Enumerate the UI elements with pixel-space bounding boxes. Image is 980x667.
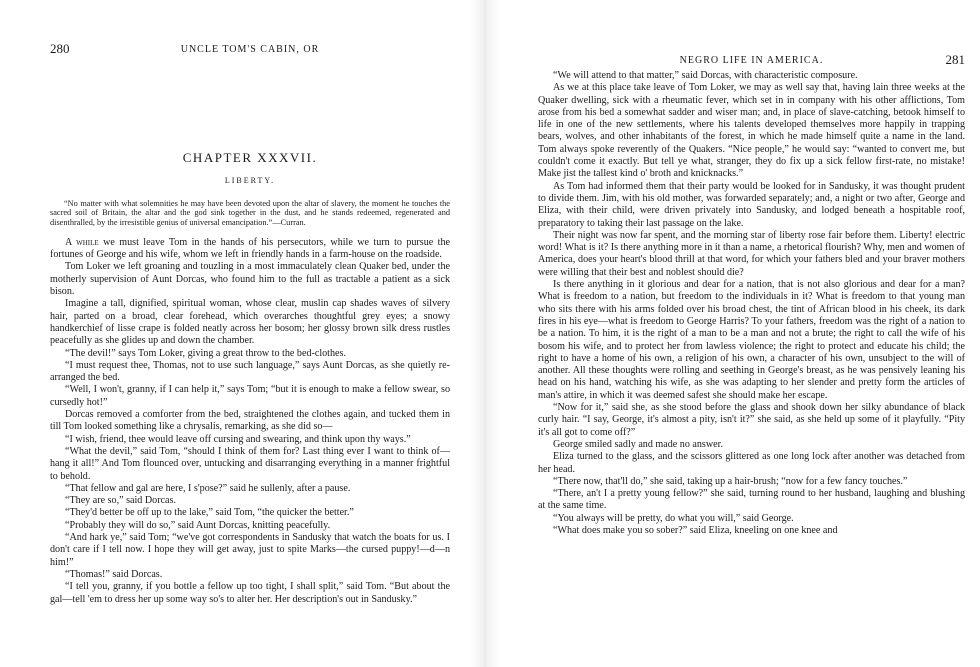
paragraph-text: we must leave Tom in the hands of his persecutors, while we turn to pursue the fortunes of George and his wife, whom we left in friendly hands in a farm-house on the roadside.	[50, 236, 450, 261]
paragraph	[50, 237, 450, 262]
paragraph: “There now, that'll do,” she said, taking up a hair-brush; “now for a few fancy touches.”	[553, 475, 908, 487]
paragraph: “They'd better be off up to the lake,” said Tom, “the quicker the better.”	[65, 507, 354, 519]
paragraph: “I tell you, granny, if you bottle a fellow up too tight, I shall split,” said Tom. “But about the gal—tell 'em to dress her up some way so's to alter her. Her description's out in Sandusky.”	[50, 581, 450, 605]
paragraph: As Tom had informed them that their party would be looked for in Sandusky, it was thought prudent to divide them. Jim, with his old mother, was forwarded separately; and, a night or two after, George and Eliza, with their child, were driven privately into Sandusky, and lodged beneath a hospitable roof, preparatory to taking their last passage on the lake.	[538, 180, 965, 229]
paragraph: “I wish, friend, thee would leave off cursing and swearing, and think upon thy ways.”	[65, 433, 411, 445]
paragraph: As we at this place take leave of Tom Loker, we may as well say that, having lain three weeks at the Quaker dwelling, sick with a rheumatic fever, which set in in company with his other afflictions, Tom arose from his bed a somewhat sadder and wiser man; and, in place of slave-catching, betook himself to life in one of the new settlements, where his talents developed themselves more happily in trapping bears, wolves, and other inhabitants of the forest, in which he made himself quite a name in the land. Tom always spoke reverently of the Quakers. “Nice people,” he would say: “wanted to convert me, but couldn't come it exactly. But tell ye what, stranger, they do fix up a sick fellow first-rate, no mistake! Make jist the tallest kind o' broth and knicknacks.”	[538, 82, 965, 180]
paragraph: “Probably they will do so,” said Aunt Dorcas, knitting peacefully.	[65, 519, 331, 531]
paragraph: Eliza turned to the glass, and the scissors glittered as one long lock after another was detached from her head.	[538, 451, 965, 475]
right-running-title: NEGRO LIFE IN AMERICA.	[679, 55, 824, 66]
paragraph: George smiled sadly and made no answer.	[553, 438, 723, 450]
epigraph: “No matter with what solemnities he may have been devoted upon the altar of slavery, the moment he touches the sacred soil of Britain, the altar and the god sink together in the dust, and he stands redeemed, regenerated and disenthralled, by the irresistible genius of universal emancipation.”—Curran.	[50, 199, 450, 227]
paragraph: Their night was now far spent, and the morning star of liberty rose fair before them. Liberty! electric word! What is it? Is there anything more in it than a name, a rhetorical flourish? Why, men and women of America, does your heart's blood thrill at that word, for which your fathers bled and your braver mothers were willing that their best and noblest should die?	[538, 229, 965, 278]
right-page	[500, 0, 980, 667]
paragraph: “That fellow and gal are here, I s'pose?” said he sullenly, after a pause.	[65, 482, 351, 494]
right-page-number: 281	[945, 52, 965, 67]
paragraph: “You always will be pretty, do what you will,” said George.	[553, 512, 794, 524]
paragraph: “Thomas!” said Dorcas.	[65, 568, 163, 580]
left-running-title: UNCLE TOM'S CABIN, OR	[180, 44, 320, 55]
left-body-text	[50, 237, 450, 606]
left-page	[0, 0, 470, 667]
chapter-title: CHAPTER XXXVII.	[182, 150, 318, 165]
opening-word: A while	[65, 236, 99, 248]
paragraph: “They are so,” said Dorcas.	[65, 495, 176, 507]
book-gutter	[470, 0, 500, 667]
chapter-subtitle: LIBERTY.	[224, 176, 276, 185]
paragraph: “The devil!” says Tom Loker, giving a great throw to the bed-clothes.	[65, 347, 346, 359]
paragraph: “Now for it,” said she, as she stood before the glass and shook down her silky abundance of black curly hair. “I say, George, it's almost a pity, isn't it?” she said, as she held up some of it playfully. “Pity it's all got to come off?”	[538, 402, 965, 438]
left-running-head	[50, 41, 450, 64]
paragraph: Tom Loker we left groaning and touzling in a most immaculately clean Quaker bed, under the motherly supervision of Aunt Dorcas, who found him to the full as tractable a patient as a sick bison.	[50, 261, 450, 298]
paragraph: “There, an't I a pretty young fellow?” she said, turning round to her husband, laughing and blushing at the same time.	[538, 488, 965, 512]
paragraph: “And hark ye,” said Tom; “we've got correspondents in Sandusky that watch the boats for us. I don't care if I tell now. I hope they will get away, just to spite Marks—the cursed puppy!—d—n him!”	[50, 532, 450, 568]
paragraph: “What does make you so sober?” said Eliza, kneeling on one knee and	[553, 524, 838, 536]
left-page-number: 280	[50, 41, 70, 56]
paragraph: Is there anything in it glorious and dear for a nation, that is not also glorious and dear for a man? What is freedom to a nation, but freedom to the individuals in it? What is freedom to that young man who sits there with his arms folded over his broad chest, the tint of African blood in his cheek, its dark fires in his eye—what is freedom to George Harris? To your fathers, freedom was the right of a nation to be a nation. To him, it is the right of a man to be a man and not a brute; the right to call the wife of his bosom his wife, and to protect her from lawless violence; the right to protect and educate his child; the right to have a home of his own, a religion of his own, a character of his own, unsubject to the will of another. All these thoughts were rolling and seething in George's breast, as he was pensively leaning his head on his hand, watching his wife, as she was adapting to her slender and pretty form the articles of man's attire, in which it was deemed safest she should make her escape.	[538, 279, 965, 401]
right-running-head	[538, 52, 965, 75]
paragraph: Imagine a tall, dignified, spiritual woman, whose clear, muslin cap shades waves of silvery hair, parted on a broad, clear forehead, which overarches thoughtful grey eyes; a snowy handkerchief of lisse crape is folded neatly across her bosom; her glossy brown silk dress rustles peacefully as she glides up and down the chamber.	[50, 298, 450, 347]
right-body-text	[538, 70, 965, 537]
paragraph: “I must request thee, Thomas, not to use such language,” says Aunt Dorcas, as she quietly re-arranged the bed.	[50, 359, 450, 384]
paragraph: “We will attend to that matter,” said Dorcas, with characteristic composure.	[553, 70, 858, 81]
paragraph: Dorcas removed a comforter from the bed, straightened the clothes again, and tucked them in till Tom looked something like a chrysalis, remarking, as she did so—	[50, 409, 450, 433]
paragraph: “What the devil,” said Tom, “should I think of them for? Last thing ever I want to think of—hang it all!” And Tom flounced over, untucking and disarranging everything in a manner frightful to behold.	[50, 445, 450, 482]
paragraph: “Well, I won't, granny, if I can help it,” says Tom; “but it is enough to make a fellow swear, so cursedly hot!”	[50, 384, 450, 408]
